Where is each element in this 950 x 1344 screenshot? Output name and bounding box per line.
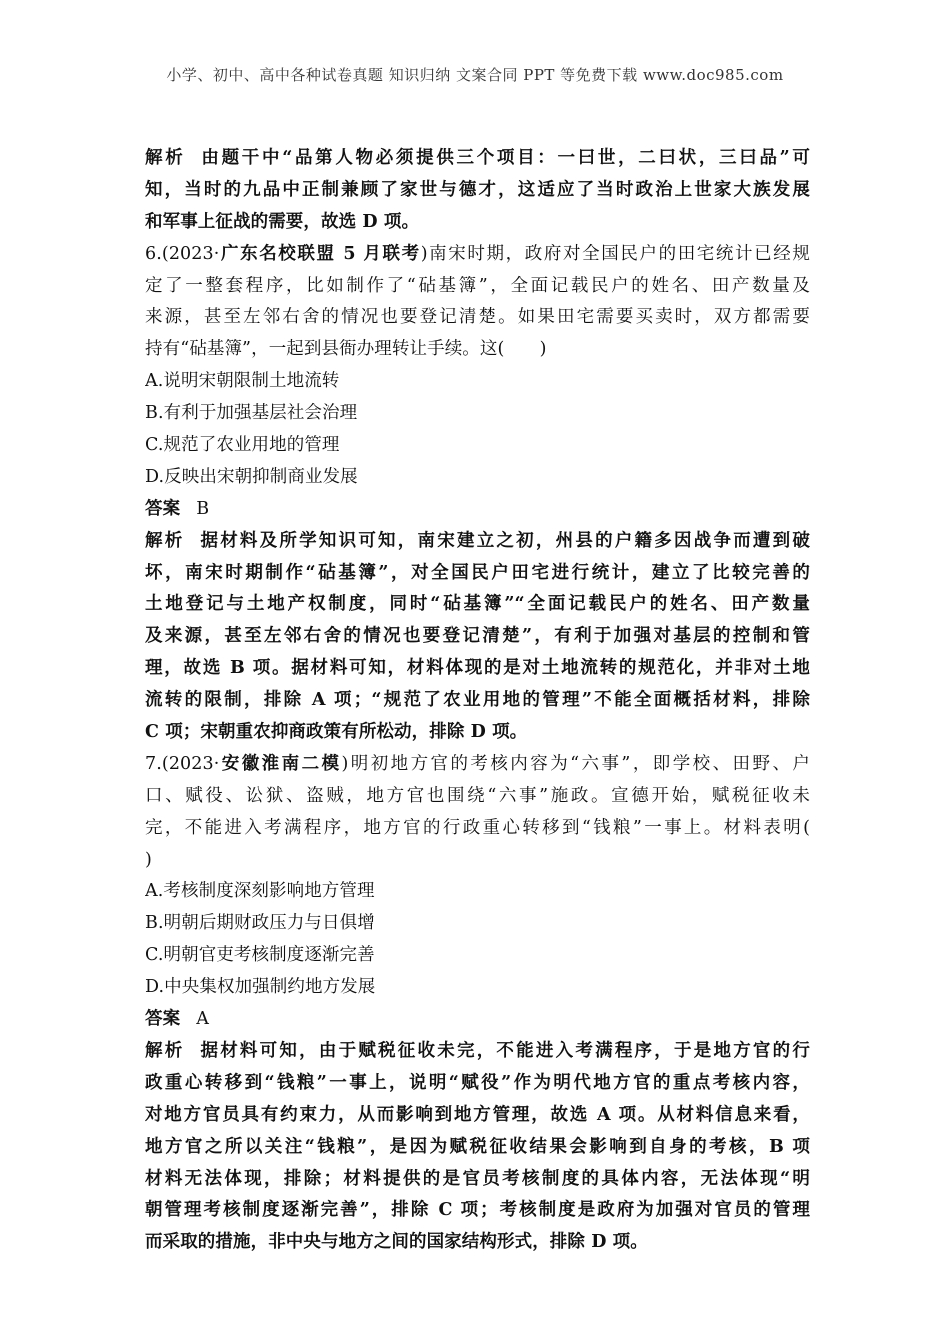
text-line: 地方官之所以关注“钱粮”，是因为赋税征收结果会影响到自身的考核，B 项 (145, 1136, 810, 1157)
text-line: 理，故选 B 项。据材料可知，材料体现的是对土地流转的规范化，并非对土地 (145, 658, 810, 679)
text-line: 流转的限制，排除 A 项；“规范了农业用地的管理”不能全面概括材料，排除 (145, 690, 810, 711)
question-source: 安徽淮南二模 (219, 753, 342, 774)
text-line: 土地登记与土地产权制度，同时“砧基簿”“全面记载民户的姓名、田产数量 (145, 594, 810, 615)
analysis-block (145, 143, 810, 239)
option-d: D.中央集权加强制约地方发展 (145, 977, 376, 998)
analysis-block (145, 1036, 810, 1259)
option-b: B.明朝后期财政压力与日俱增 (145, 913, 375, 934)
text-line: 及来源，甚至左邻右舍的情况也要登记清楚”，有利于加强对基层的控制和管 (145, 626, 810, 647)
answer-value: B (196, 498, 210, 519)
text-line: 朝管理考核制度逐渐完善”，排除 C 项；考核制度是政府为加强对官员的管理 (145, 1200, 810, 1221)
answer-block (145, 1004, 810, 1036)
text-line: 解析 据材料可知，由于赋税征收未完，不能进入考满程序，于是地方官的行 (145, 1040, 810, 1061)
question-stem-line: 持有“砧基簿”，一起到县衙办理转让手续。这( ) (145, 339, 547, 360)
text-line: 解析 由题干中“品第人物必须提供三个项目：一曰世，二曰状，三曰品”可 (145, 148, 810, 168)
option-c: C.明朝官吏考核制度逐渐完善 (145, 945, 375, 966)
text-line: 知，当时的九品中正制兼顾了家世与德才，这适应了当时政治上世家大族发展 (145, 179, 810, 200)
option-c: C.规范了农业用地的管理 (145, 435, 340, 456)
answer-value: A (196, 1009, 209, 1030)
text-line: 解析 据材料及所学知识可知，南宋建立之初，州县的户籍多因战争而遭到破 (145, 530, 810, 551)
analysis-block (145, 526, 810, 749)
option-d: D.反映出宋朝抑制商业发展 (145, 466, 358, 487)
question-stem-line: 完，不能进入考满程序，地方官的行政重心转移到“钱粮”一事上。材料表明( (145, 817, 810, 838)
question-stem-line: 来源，甚至左邻右舍的情况也要登记清楚。如果田宅需要买卖时，双方都需要 (145, 307, 810, 328)
text-line: 和军事上征战的需要，故选 D 项。 (145, 211, 420, 232)
option-b: B.有利于加强基层社会治理 (145, 403, 358, 424)
answer-block (145, 494, 810, 526)
question-stem-line: ) (145, 849, 152, 870)
answer-line: 答案 A (145, 1009, 209, 1030)
answer-line: 答案 B (145, 498, 210, 519)
question-stem-line: 口、赋役、讼狱、盗贼，地方官也围绕“六事”施政。宣德开始，赋税征收未 (145, 785, 810, 806)
question-stem-line: 定了一整套程序，比如制作了“砧基簿”，全面记载民户的姓名、田产数量及 (145, 275, 810, 296)
text-line: 政重心转移到“钱粮”一事上，说明“赋役”作为明代地方官的重点考核内容， (145, 1072, 810, 1093)
text-line: 材料无法体现，排除；材料提供的是官员考核制度的具体内容，无法体现“明 (145, 1168, 810, 1189)
question-stem-line: 7.(2023·安徽淮南二模)明初地方官的考核内容为“六事”，即学校、田野、户 (145, 753, 810, 774)
option-a: A.考核制度深刻影响地方管理 (145, 881, 375, 902)
text-line: 而采取的措施，非中央与地方之间的国家结构形式，排除 D 项。 (145, 1232, 648, 1253)
document-body (145, 143, 810, 1259)
question-6 (145, 239, 810, 494)
question-stem-line: 6.(2023·广东名校联盟 5 月联考)南宋时期，政府对全国民户的田宅统计已经规 (145, 243, 810, 264)
text-line: 对地方官员具有约束力，从而影响到地方管理，故选 A 项。从材料信息来看， (145, 1104, 810, 1125)
text-line: 坏，南宋时期制作“砧基簿”，对全国民户田宅进行统计，建立了比较完善的 (145, 562, 810, 583)
question-source: 广东名校联盟 5 月联考 (219, 243, 421, 264)
question-7 (145, 749, 810, 1004)
text-line: C 项；宋朝重农抑商政策有所松动，排除 D 项。 (145, 722, 528, 743)
page-header: 小学、初中、高中各种试卷真题 知识归纳 文案合同 PPT 等免费下载 www.doc985.com (166, 66, 784, 84)
option-a: A.说明宋朝限制土地流转 (145, 371, 340, 392)
